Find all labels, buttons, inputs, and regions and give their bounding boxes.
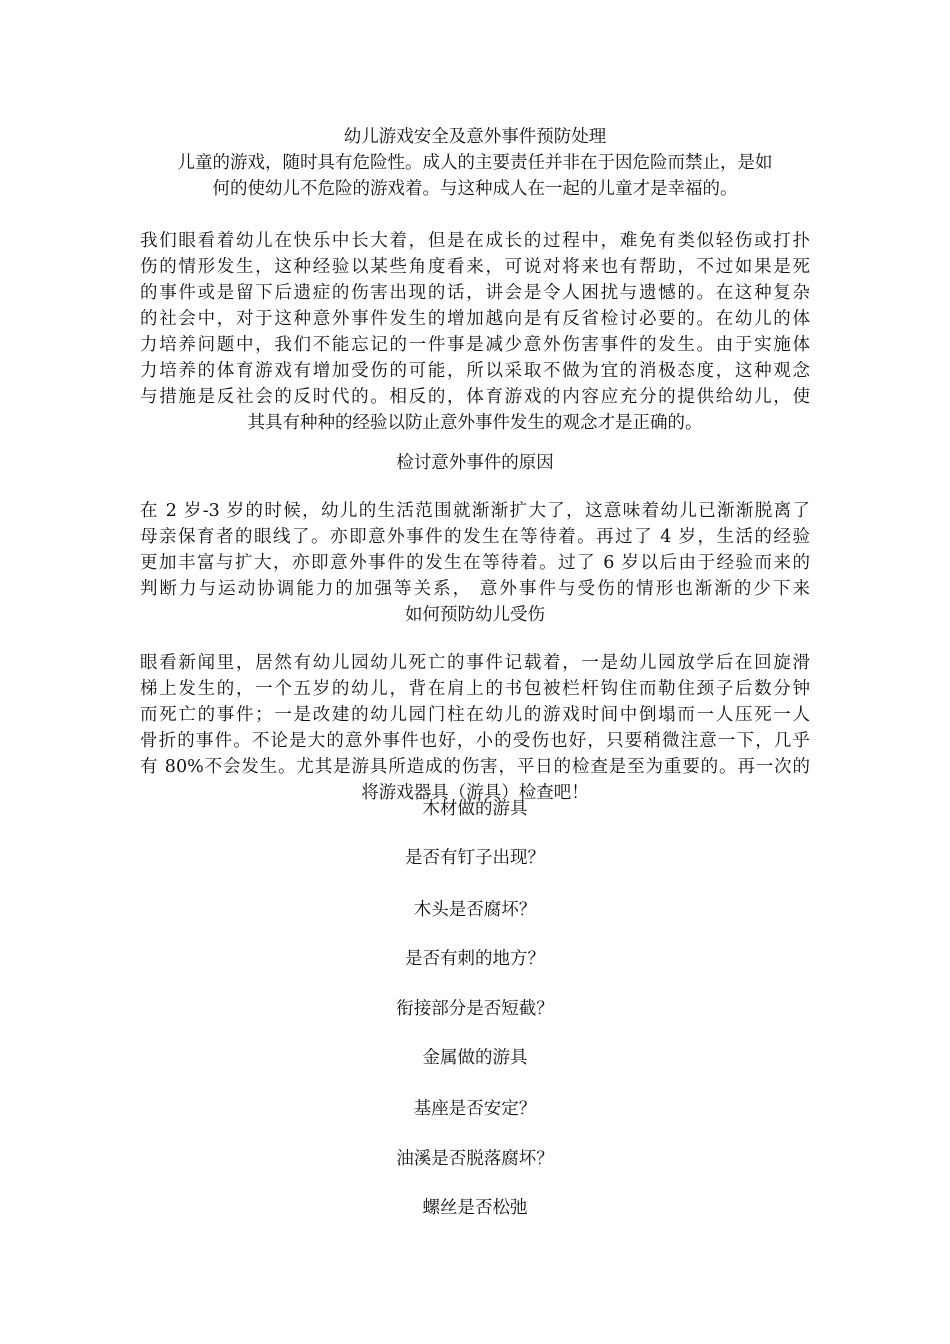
paragraph-causes <box>140 498 810 602</box>
checklist-text: 是否有钉子出现？ <box>405 848 545 868</box>
heading-text: 如何预防幼儿受伤 <box>405 605 545 625</box>
checklist-text: 螺丝是否松弛 <box>422 1198 528 1218</box>
checklist-item <box>140 1096 810 1122</box>
paragraph-line: 母亲保育者的眼线了。亦即意外事件的发生在等待着。再过了 4 岁，生活的经验 <box>140 527 810 547</box>
paragraph-line: 有 80%不会发生。尤其是游具所造成的伤害，平日的检查是至为重要的。再一次的 <box>140 757 810 777</box>
paragraph-line: 判断力与运动协调能力的加强等关系， 意外事件与受伤的情形也渐渐的少下来 <box>140 579 810 599</box>
paragraph-line: 其具有种种的经验以防止意外事件发生的观念才是正确的。 <box>247 413 703 433</box>
paragraph-news <box>140 650 810 806</box>
heading-text: 金属做的游具 <box>422 1048 528 1068</box>
paragraph-line: 与措施是反社会的反时代的。相反的，体育游戏的内容应充分的提供给幼儿，使 <box>140 387 810 407</box>
section-heading-causes <box>140 450 810 476</box>
intro-line: 何的使幼儿不危险的游戏着。与这种成人在一起的儿童才是幸福的。 <box>212 179 738 199</box>
checklist-text: 基座是否安定？ <box>413 1099 537 1119</box>
title-text: 幼儿游戏安全及意外事件预防处理 <box>343 127 607 147</box>
paragraph-line: 力培养问题中，我们不能忘记的一件事是减少意外伤害事件的发生。由于实施体 <box>140 335 810 355</box>
paragraph-line: 伤的情形发生，这种经验以某些角度看来，可说对将来也有帮助，不过如果是死 <box>140 257 810 277</box>
section-heading-prevent <box>140 602 810 628</box>
checklist-text: 衔接部分是否短截？ <box>396 999 554 1019</box>
paragraph-line: 的事件或是留下后遗症的伤害出现的话，讲会是令人困扰与遗憾的。在这种复杂 <box>140 283 810 303</box>
wood-heading <box>140 796 810 822</box>
paragraph-line: 梯上发生的，一个五岁的幼儿，背在肩上的书包被栏杆钩住而勒住颈子后数分钟 <box>140 679 810 699</box>
heading-text: 检讨意外事件的原因 <box>396 453 554 473</box>
paragraph-line: 将游戏器具（游具）检查吧！ <box>361 783 589 803</box>
checklist-item <box>140 845 810 871</box>
paragraph-line: 在 2 岁-3 岁的时候，幼儿的生活范围就渐渐扩大了，这意味着幼儿已渐渐脱离了 <box>140 501 810 521</box>
document-title <box>140 124 810 150</box>
heading-text: 木材做的游具 <box>422 799 528 819</box>
checklist-item <box>140 1195 810 1221</box>
checklist-item <box>140 996 810 1022</box>
paragraph-line: 眼看新闻里，居然有幼儿园幼儿死亡的事件记载着，一是幼儿园放学后在回旋滑 <box>140 653 810 673</box>
checklist-text: 油溪是否脱落腐坏？ <box>396 1149 554 1169</box>
checklist-text: 是否有刺的地方？ <box>405 949 545 969</box>
intro-line: 儿童的游戏，随时具有危险性。成人的主要责任并非在于因危险而禁止，是如 <box>177 153 773 173</box>
intro-paragraph <box>140 150 810 202</box>
checklist-item <box>140 946 810 972</box>
checklist-text: 木头是否腐坏？ <box>413 900 537 920</box>
paragraph-line: 骨折的事件。不论是大的意外事件也好，小的受伤也好，只要稍微注意一下，几乎 <box>140 731 810 751</box>
paragraph-line: 而死亡的事件；一是改建的幼儿园门柱在幼儿的游戏时间中倒塌而一人压死一人 <box>140 705 810 725</box>
paragraph-line: 力培养的体育游戏有增加受伤的可能，所以采取不做为宜的消极态度，这种观念 <box>140 361 810 381</box>
paragraph-line: 我们眼看着幼儿在快乐中长大着，但是在成长的过程中，难免有类似轻伤或打扑 <box>140 231 810 251</box>
paragraph-line: 的社会中，对于这种意外事件发生的增加越向是有反省检讨必要的。在幼儿的体 <box>140 309 810 329</box>
checklist-item <box>140 897 810 923</box>
metal-heading <box>140 1045 810 1071</box>
checklist-item <box>140 1146 810 1172</box>
paragraph-line: 更加丰富与扩大，亦即意外事件的发生在等待着。过了 6 岁以后由于经验而来的 <box>140 553 810 573</box>
paragraph-growth <box>140 228 810 436</box>
